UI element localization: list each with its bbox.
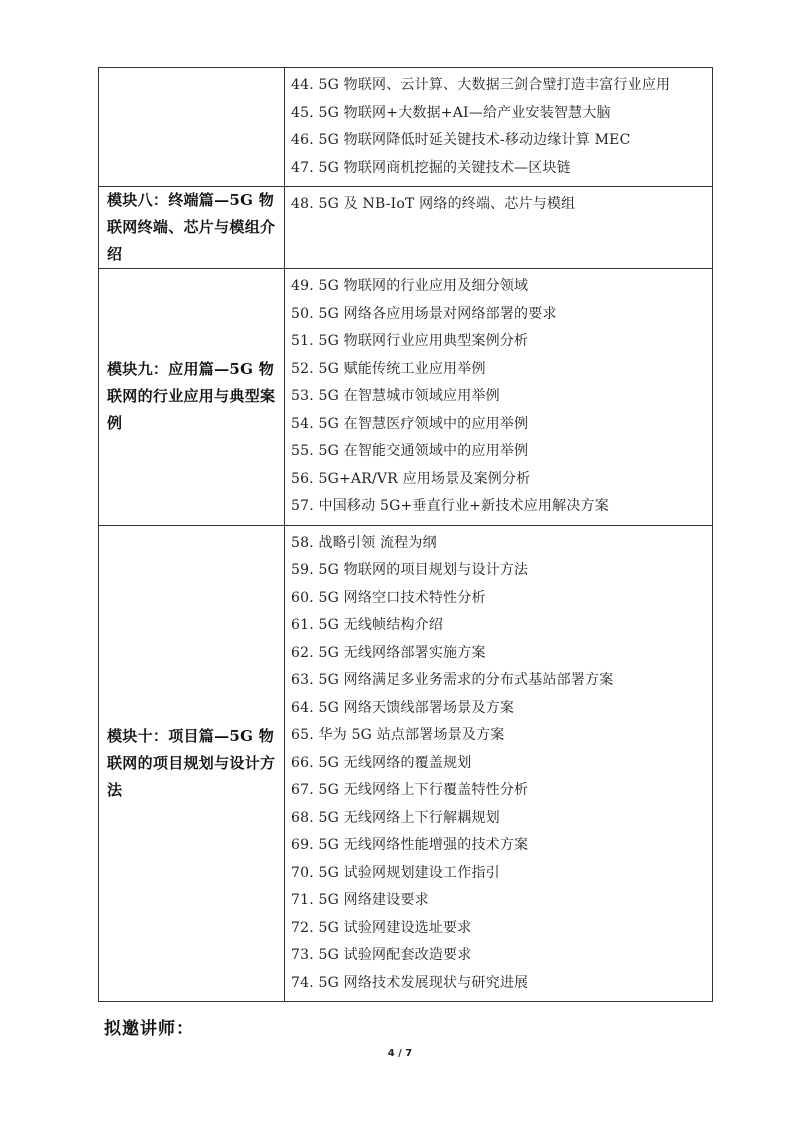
- module-cell: [99, 525, 285, 1002]
- outline-row: [99, 187, 713, 269]
- topic-item: 47. 5G 物联网商机挖掘的关键技术—区块链: [291, 159, 571, 176]
- outline-table-body: [99, 68, 713, 1002]
- topic-item: 46. 5G 物联网降低时延关键技术-移动边缘计算 MEC: [291, 132, 631, 148]
- outline-row: [99, 525, 713, 1002]
- module-cell: [99, 68, 285, 187]
- topics-cell: [285, 269, 713, 526]
- topic-list: [291, 530, 704, 998]
- topic-item: 55. 5G 在智能交通领域中的应用举例: [291, 443, 529, 459]
- topic-item: 71. 5G 网络建设要求: [291, 892, 429, 908]
- page-number: 4 / 7: [387, 1048, 413, 1059]
- topic-item: 62. 5G 无线网络部署实施方案: [291, 644, 486, 661]
- outline-row: [99, 68, 713, 187]
- topic-item: 49. 5G 物联网的行业应用及细分领域: [291, 278, 529, 294]
- topic-item: 45. 5G 物联网+大数据+AI—给产业安装智慧大脑: [291, 104, 611, 121]
- topic-item: 44. 5G 物联网、云计算、大数据三剑合璧打造丰富行业应用: [291, 77, 671, 93]
- topic-item: 73. 5G 试验网配套改造要求: [291, 947, 472, 963]
- topics-cell: [285, 187, 713, 269]
- topic-item: 58. 战略引领 流程为纲: [291, 534, 437, 551]
- topic-item: 53. 5G 在智慧城市领域应用举例: [291, 388, 500, 404]
- topic-item: 64. 5G 网络天馈线部署场景及方案: [291, 699, 515, 716]
- outline-row: [99, 269, 713, 526]
- topic-item: 59. 5G 物联网的项目规划与设计方法: [291, 562, 529, 578]
- lecturer-heading: 拟邀讲师：: [104, 1019, 194, 1039]
- topic-item: 56. 5G+AR/VR 应用场景及案例分析: [291, 470, 531, 487]
- topic-item: 52. 5G 赋能传统工业应用举例: [291, 360, 486, 377]
- topic-list: [291, 191, 704, 219]
- module-title: 模块八：终端篇—5G 物联网终端、芯片与模组介绍: [107, 191, 276, 263]
- topic-item: 70. 5G 试验网规划建设工作指引: [291, 864, 500, 881]
- topics-cell: [285, 68, 713, 187]
- topic-item: 51. 5G 物联网行业应用典型案例分析: [291, 333, 529, 349]
- topic-item: 54. 5G 在智慧医疗领域中的应用举例: [291, 415, 529, 432]
- topic-list: [291, 72, 704, 182]
- topic-item: 63. 5G 网络满足多业务需求的分布式基站部署方案: [291, 672, 614, 688]
- course-outline-table: [98, 67, 713, 1002]
- topic-item: 74. 5G 网络技术发展现状与研究进展: [291, 974, 529, 991]
- module-title: 模块九：应用篇—5G 物联网的行业应用与典型案例: [107, 360, 276, 433]
- topic-item: 57. 中国移动 5G+垂直行业+新技术应用解决方案: [291, 498, 609, 514]
- topic-item: 66. 5G 无线网络的覆盖规划: [291, 754, 472, 771]
- module-cell: [99, 269, 285, 526]
- topic-item: 48. 5G 及 NB-IoT 网络的终端、芯片与模组: [291, 196, 576, 212]
- topic-list: [291, 273, 704, 521]
- topic-item: 65. 华为 5G 站点部署场景及方案: [291, 727, 505, 743]
- topic-item: 60. 5G 网络空口技术特性分析: [291, 589, 486, 606]
- module-cell: [99, 187, 285, 269]
- topic-item: 68. 5G 无线网络上下行解耦规划: [291, 809, 500, 826]
- topic-item: 72. 5G 试验网建设选址要求: [291, 919, 472, 936]
- module-title: 模块十：项目篇—5G 物联网的项目规划与设计方法: [107, 726, 276, 799]
- topic-item: 69. 5G 无线网络性能增强的技术方案: [291, 837, 529, 853]
- topic-item: 50. 5G 网络各应用场景对网络部署的要求: [291, 305, 557, 322]
- topics-cell: [285, 525, 713, 1002]
- topic-item: 61. 5G 无线帧结构介绍: [291, 617, 444, 633]
- topic-item: 67. 5G 无线网络上下行覆盖特性分析: [291, 782, 529, 798]
